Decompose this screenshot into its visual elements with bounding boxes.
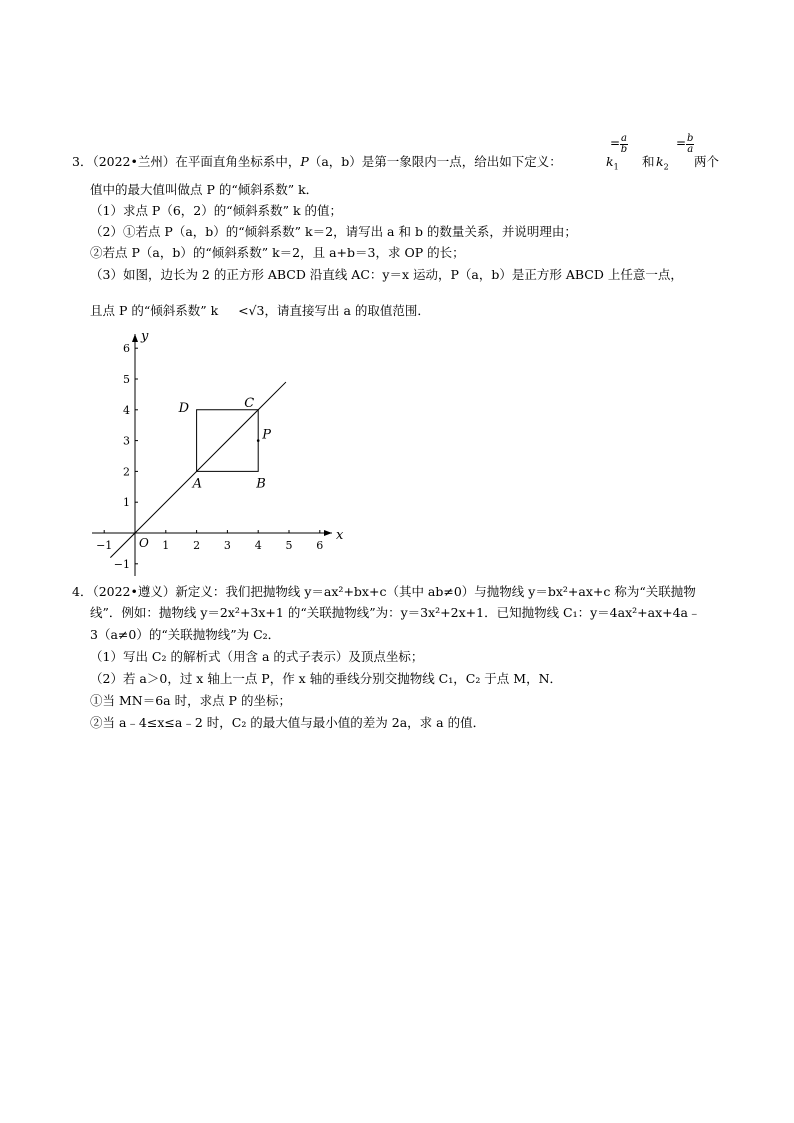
q4-line2: 线”．例如：抛物线 y＝2x²+3x+1 的“关联抛物线”为：y＝3x²+2x+1．已知抛物线 C₁：y＝4ax²+ax+4a﹣ [90, 605, 701, 620]
q3-point-p: P [300, 154, 309, 169]
q3-equals-2: = [676, 136, 687, 150]
q3-equals-1: = [610, 136, 621, 150]
y-tick-label: 1 [123, 496, 130, 510]
q4-line1: 4．（2022•遵义）新定义：我们把抛物线 y＝ax²+bx+c（其中 ab≠0）与抛物线 y＝bx²+ax+c 称为“关联抛物 [72, 584, 696, 599]
x-tick-label: −1 [96, 539, 113, 552]
y-axis-arrow [132, 334, 138, 342]
x-tick-label: 5 [285, 539, 293, 552]
y-tick-label: −1 [113, 557, 130, 571]
x-tick-label: 6 [316, 539, 324, 552]
line-y-equals-x [110, 382, 286, 558]
y-tick-label: 6 [123, 342, 130, 356]
q3-tail: 两个 [694, 154, 720, 169]
y-tick-label: 3 [123, 434, 130, 448]
q4-source: （2022•遵义） [92, 584, 176, 599]
q3-k1: $k_1$ [606, 154, 619, 172]
x-tick-label: 3 [223, 539, 231, 552]
q4-part2a: ①当 MN＝6a 时，求点 P 的坐标； [90, 693, 291, 708]
x-tick-label: 4 [254, 539, 262, 552]
q3-k2: $k_2$ [656, 154, 669, 172]
q3-source: （2022•兰州） [92, 154, 176, 169]
q3-part3b: 且点 P 的“倾斜系数” k <√3，请直接写出 a 的取值范围． [90, 303, 430, 318]
q3-ab: （a，b） [308, 154, 362, 169]
coordinate-figure [88, 326, 348, 586]
q3-intro: 在平面直角坐标系中， [175, 154, 301, 169]
q3-line1 [72, 154, 562, 170]
q3-number: 3． [72, 154, 93, 169]
point-p-dot [257, 439, 260, 442]
q3-intro2: 是第一象限内一点，给出如下定义： [361, 154, 562, 169]
label-b: B [256, 476, 266, 492]
q4-part2: （2）若 a＞0，过 x 轴上一点 P，作 x 轴的垂线分别交抛物线 C₁，C₂ 于点 M，N． [90, 671, 563, 686]
q3-and: 和 [642, 154, 655, 169]
q4-line3: 3（a≠0）的“关联抛物线”为 C₂． [90, 627, 281, 642]
y-axis-label: y [141, 329, 149, 344]
origin-label: O [139, 536, 149, 550]
q3-part2a: （2）①若点 P（a，b）的“倾斜系数” k＝2，请写出 a 和 b 的数量关系，并说明理由； [90, 224, 577, 239]
x-tick-label: 2 [193, 539, 201, 552]
label-p: P [262, 427, 271, 443]
y-tick-label: 4 [123, 403, 130, 417]
q4-part1: （1）写出 C₂ 的解析式（用含 a 的式子表示）及顶点坐标； [90, 649, 424, 664]
q3-part1: （1）求点 P（6，2）的“倾斜系数” k 的值； [90, 203, 343, 218]
x-tick-label: 1 [162, 539, 170, 552]
label-c: C [244, 395, 255, 411]
label-a: A [192, 476, 202, 492]
y-tick-label: 2 [123, 465, 130, 479]
q3-part3: （3）如图，边长为 2 的正方形 ABCD 沿直线 AC：y＝x 运动，P（a，b）是正方形 ABCD 上任意一点， [90, 267, 683, 282]
q3-part2b: ②若点 P（a，b）的“倾斜系数” k＝2，且 a+b＝3，求 OP 的长； [90, 245, 465, 260]
q3-fraction-2: $\frac{b}{a}$ [687, 133, 694, 155]
q4-number: 4． [72, 584, 93, 599]
q3-fraction-1: $\frac{a}{b}$ [620, 133, 628, 155]
q4-part2b: ②当 a﹣4≤x≤a﹣2 时，C₂ 的最大值与最小值的差为 2a，求 a 的值． [90, 715, 486, 730]
y-tick-label: 5 [123, 373, 130, 386]
x-axis-arrow [324, 530, 332, 536]
q3-line2: 值中的最大值叫做点 P 的“倾斜系数” k． [90, 182, 319, 197]
label-d: D [178, 400, 190, 416]
x-axis-label: x [336, 528, 344, 543]
